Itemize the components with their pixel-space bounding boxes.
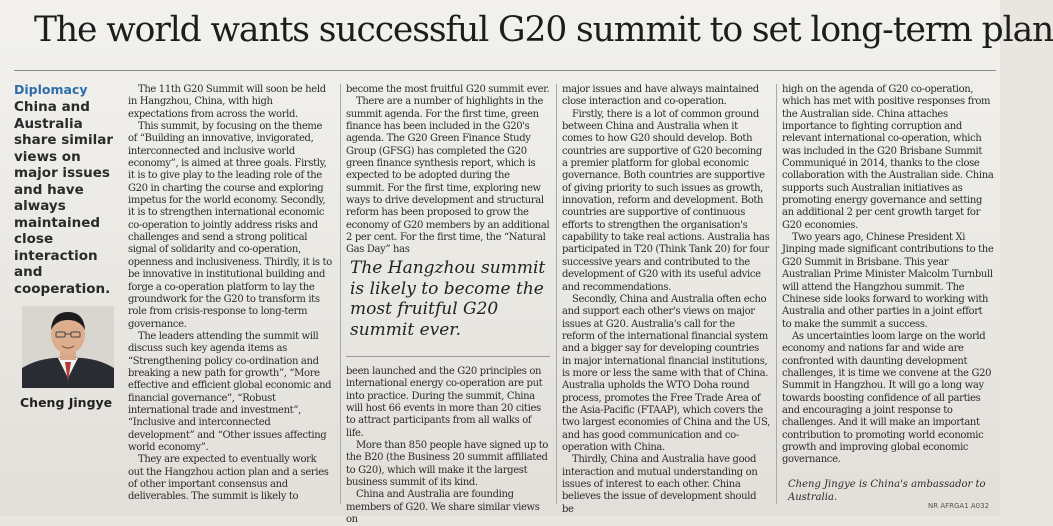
deck-summary: China and Australia share similar views on major issues and have always maintained close interaction and cooperation. — [14, 99, 114, 297]
paragraph: Two years ago, Chinese President Xi Jinping made significant contributions to the G20 Summit in Brisbane. This year Australian Prime Minister Malcolm Turnbull will attend the Hangzhou summit. The Chinese side looks forward to working with Australia and other parties in a joint effort to make the summit a success. — [782, 232, 994, 330]
pull-quote: The Hangzhou summit is likely to become the most fruitful G20 summit ever. — [350, 258, 546, 340]
author-portrait-photo — [22, 306, 114, 388]
paragraph: been launched and the G20 principles on international energy co-operation are put into practice. During the summit, China will host 66 events in more than 20 cities to attract participants from all walks of life. — [346, 366, 543, 439]
sidebar — [14, 82, 120, 297]
paragraph: As uncertainties loom large on the world economy and nations far and wide are confronted with daunting development challenges, it is time we convene at the G20 Summit in Hangzhou. It will go a long way towards boosting confidence of all parties and encouraging a joint response to challenges. And it will make an important contribution to promoting world economic growth and improving global economic governance. — [782, 330, 992, 466]
paragraph: The 11th G20 Summit will soon be held in Hangzhou, China, with high expectations from across the world. — [128, 84, 326, 120]
section-label: Diplomacy — [14, 82, 88, 97]
paragraph: high on the agenda of G20 co-operation, which has met with positive responses from the Australian side. China attaches importance to fighting corruption and relevant international co-operation, which was included in the G20 Brisbane Summit Communiqué in 2014, thanks to the close collaboration with the Australian side. China supports such Australian initiatives as promoting energy governance and setting an additional 2 per cent growth target for G20 economies. — [782, 84, 994, 231]
article-column-4 — [782, 84, 994, 464]
paragraph: Secondly, China and Australia often echo and support each other's views on major issues at G20. Australia's call for the reform of the international financial system and a bigger say for developing countries in major international financial institutions, is more or less the same with that of China. Australia upholds the WTO Doha round process, promotes the Free Trade Area of the Asia-Pacific (FTAAP), which covers the two largest economies of China and the US, and has good communication and co-operation with China. — [562, 293, 770, 453]
paragraph: Firstly, there is a lot of common ground between China and Australia when it comes to how G20 should develop. Both countries are supportive of G20 becoming a premier platform for global economic governance. Both countries are supportive of giving priority to such issues as growth, innovation, reform and development. Both countries are supportive of continuous efforts to strengthen the organisation's capability to take real actions. Australia has participated in T20 (Think Tank 20) for four successive years and contributed to the development of G20 with its useful advice and recommendations. — [562, 108, 770, 293]
byline: Cheng Jingye — [20, 395, 113, 410]
author-footnote: Cheng Jingye is China's ambassador to Australia. — [788, 479, 986, 503]
paragraph: China and Australia are founding members of G20. We share similar views on — [346, 489, 540, 526]
column-divider — [340, 84, 341, 504]
portrait-drawing — [22, 306, 114, 388]
column-divider — [776, 84, 777, 504]
pull-quote-rule — [346, 356, 550, 357]
paragraph: This summit, by focusing on the theme of “Building an innovative, invigorated, interconnected and inclusive world economy”, is aimed at three goals. Firstly, it is to give play to the leading role of the G20 in charting the course and exploring impetus for the world economy. Secondly, it is to strengthen international economic co-operation to jointly address risks and challenges and send a strong political signal of solidarity and co-operation, openness and inclusiveness. Thirdly, it is to be innovative in institutional building and forge a co-operation platform to lay the groundwork for the G20 to transform its role from crisis-response to long-term governance. — [128, 121, 332, 330]
paragraph: The leaders attending the summit will discuss such key agenda items as “Strengthening policy co-ordination and breaking a new path for growth”, “More effective and efficient global economic and financial governance”, “Robust international trade and investment”, “Inclusive and interconnected development” and “Other issues affecting world economy”. — [128, 330, 332, 453]
headline-rule — [14, 70, 996, 71]
paragraph: Thirdly, China and Australia have good interaction and mutual understanding on issues of interest to each other. China believes the issue of development should be — [562, 454, 758, 515]
paragraph: There are a number of highlights in the summit agenda. For the first time, green finance has been included in the G20's agenda. The G20 Green Finance Study Group (GFSG) has completed the G20 green finance synthesis report, which is expected to be adopted during the summit. For the first time, exploring new ways to drive development and structural reform has been proposed to grow the economy of G20 members by an additional 2 per cent. For the first time, the “Natural Gas Day” has — [346, 96, 550, 256]
page-code: NR AFRGA1 A032 — [928, 502, 990, 510]
headline: The world wants successful G20 summit to set long-term plan — [34, 10, 1053, 50]
paragraph: They are expected to eventually work out the Hangzhou action plan and a series of other important consensus and deliverables. The summit is likely to — [128, 454, 329, 503]
paragraph: More than 850 people have signed up to the B20 (the Business 20 summit affiliated to G20), which will make it the largest business summit of its kind. — [346, 440, 549, 489]
paragraph: become the most fruitful G20 summit ever. — [346, 84, 550, 95]
article-column-2-bottom — [346, 366, 550, 526]
column-divider — [556, 84, 557, 504]
article-column-2-top — [346, 84, 550, 276]
article-column-1 — [128, 84, 333, 503]
article-column-3 — [562, 84, 770, 516]
paragraph: major issues and have always maintained close interaction and co-operation. — [562, 84, 759, 108]
